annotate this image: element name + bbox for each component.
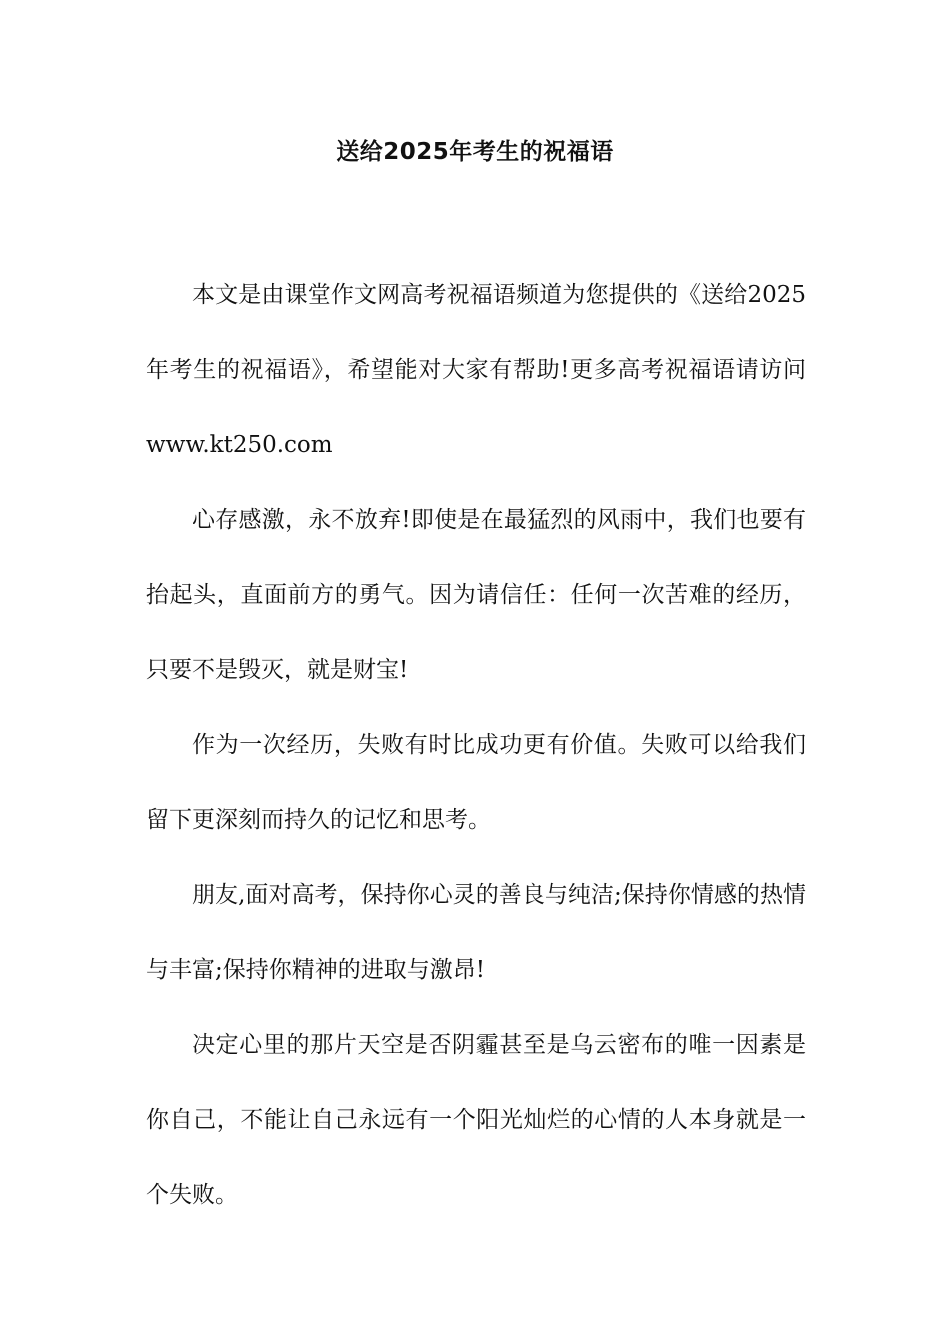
document-title: 送给2025年考生的祝福语 [336, 139, 614, 165]
paragraph-sky: 决定心里的那片天空是否阴霾甚至是乌云密布的唯一因素是你自己，不能让自己永远有一个阳光灿烂的心情的人本身就是一个失败。 [146, 1032, 806, 1208]
paragraph-intro: 本文是由课堂作文网高考祝福语频道为您提供的《送给2025年考生的祝福语》，希望能对大家有帮助!更多高考祝福语请访问www.kt250.com [146, 282, 806, 458]
document-body [146, 258, 806, 1233]
paragraph-failure: 作为一次经历，失败有时比成功更有价值。失败可以给我们留下更深刻而持久的记忆和思考。 [146, 732, 806, 833]
paragraph-gratitude: 心存感激，永不放弃!即使是在最猛烈的风雨中，我们也要有抬起头，直面前方的勇气。因为请信任：任何一次苦难的经历，只要不是毁灭，就是财宝! [146, 507, 806, 683]
paragraph-friend: 朋友,面对高考，保持你心灵的善良与纯洁;保持你情感的热情与丰富;保持你精神的进取与激昂! [146, 882, 806, 983]
